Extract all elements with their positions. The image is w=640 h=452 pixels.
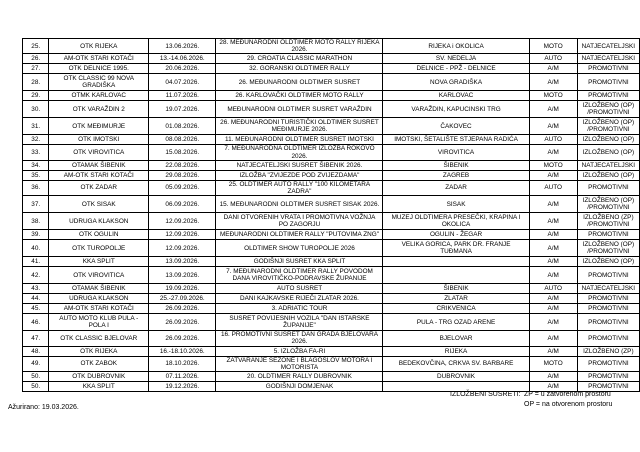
table-row <box>23 74 640 91</box>
cell-location: ČAKOVEC <box>383 118 529 135</box>
cell-row-number: 30. <box>23 101 49 118</box>
cell-location: VELIKA GORICA, PARK DR. FRANJE TUĐMANA <box>383 240 529 257</box>
cell-location: BJELOVAR <box>383 331 529 346</box>
cell-event-name: 7. MEĐUNARODNA OLDTIMER IZLOŽBA ROKOVO 2026. <box>216 145 383 160</box>
cell-location: IMOTSKI, ŠETALIŠTE STJEPANA RADIĆA <box>383 135 529 145</box>
cell-event-name: AUTO SUSRET <box>216 284 383 294</box>
cell-organizer: OTK CLASSIC 99 NOVA GRADIŠKA <box>49 74 149 91</box>
cell-organizer: OTK RIJEKA <box>49 346 149 356</box>
cell-vehicle-type: A/M <box>529 294 577 304</box>
cell-row-number: 38. <box>23 213 49 230</box>
cell-organizer: OTK CLASSIC BJELOVAR <box>49 331 149 346</box>
cell-event-date: 25.-27.09.2026. <box>149 294 216 304</box>
cell-category: PROMOTIVNI <box>577 372 639 382</box>
cell-category: IZLOŽBENO (OP) <box>577 170 639 180</box>
cell-location: SISAK <box>383 196 529 213</box>
cell-category: NATJECATELJSKI <box>577 284 639 294</box>
cell-event-date: 01.08.2026. <box>149 118 216 135</box>
cell-row-number: 26. <box>23 54 49 64</box>
cell-location: DELNICE - PPŽ - DELNICE <box>383 64 529 74</box>
cell-event-date: 19.09.2026. <box>149 284 216 294</box>
cell-vehicle-type: A/M <box>529 372 577 382</box>
cell-row-number: 29. <box>23 91 49 101</box>
table-row <box>23 180 640 195</box>
cell-event-date: 05.09.2026. <box>149 180 216 195</box>
cell-organizer: OTK ZADAR <box>49 180 149 195</box>
cell-event-date: 29.08.2026. <box>149 170 216 180</box>
table-row <box>23 267 640 284</box>
cell-category: IZLOŽBENO (OP) /PROMOTIVNI <box>577 118 639 135</box>
cell-event-name: GODIŠNJI DOMJENAK <box>216 382 383 392</box>
cell-organizer: KKA SPLIT <box>49 257 149 267</box>
cell-event-name: 5. IZLOŽBA FA-RI <box>216 346 383 356</box>
cell-row-number: 37. <box>23 196 49 213</box>
cell-row-number: 25. <box>23 39 49 54</box>
cell-location: ŠIBENIK <box>383 160 529 170</box>
cell-category: PROMOTIVNI <box>577 64 639 74</box>
cell-location: BEDEKOVČINA, CRKVA SV. BARBARE <box>383 356 529 371</box>
cell-event-name: OLDTIMER SHOW TUROPOLJE 2026 <box>216 240 383 257</box>
cell-event-name: 16. PROMOTIVNI SUSRET DAN GRADA BJELOVARA 2026. <box>216 331 383 346</box>
cell-category: IZLOŽBENO (OP) <box>577 135 639 145</box>
cell-category: IZLOŽBENO (OP) /PROMOTIVNI <box>577 240 639 257</box>
cell-event-name: 3. ADRIATIC TOUR <box>216 304 383 314</box>
table-row <box>23 64 640 74</box>
cell-event-date: 12.09.2026. <box>149 213 216 230</box>
cell-category: PROMOTIVNI <box>577 331 639 346</box>
cell-event-date: 16.-18.10.2026. <box>149 346 216 356</box>
events-table-body <box>23 39 640 392</box>
cell-organizer: OTK VIROVITICA <box>49 267 149 284</box>
cell-event-name: 11. MEĐUNARODNI OLDTIMER SUSRET IMOTSKI <box>216 135 383 145</box>
cell-event-date: 20.06.2026. <box>149 64 216 74</box>
cell-event-date: 13.06.2026. <box>149 39 216 54</box>
cell-event-date: 13.-14.06.2026. <box>149 54 216 64</box>
cell-organizer: OTK OGULIN <box>49 230 149 240</box>
cell-organizer: OTK ZABOK <box>49 356 149 371</box>
cell-location: RIJEKA i OKOLICA <box>383 39 529 54</box>
cell-row-number: 40. <box>23 240 49 257</box>
cell-organizer: AM-OTK STARI KOTAČI <box>49 170 149 180</box>
cell-category: PROMOTIVNI <box>577 180 639 195</box>
table-row <box>23 284 640 294</box>
cell-category: IZLOŽBENO (OP) /PROMOTIVNI <box>577 101 639 118</box>
cell-row-number: 42. <box>23 267 49 284</box>
cell-vehicle-type: A/M <box>529 267 577 284</box>
cell-event-name: 28. MEĐUNARODNI OLDTIMER MOTO RALLY RIJEKA 2026. <box>216 39 383 54</box>
cell-event-name: ZATVARANJE SEZONE I BLAGOSLOV MOTORA I MOTORISTA <box>216 356 383 371</box>
cell-vehicle-type: A/M <box>529 230 577 240</box>
cell-event-date: 12.09.2026. <box>149 230 216 240</box>
table-row <box>23 196 640 213</box>
cell-organizer: OTK MEĐIMURJE <box>49 118 149 135</box>
cell-vehicle-type: MOTO <box>529 160 577 170</box>
cell-event-date: 15.08.2026. <box>149 145 216 160</box>
cell-event-name: MEĐUNARODNI OLDTIMER RALLY "PUTOVIMA ZNG" <box>216 230 383 240</box>
cell-organizer: UDRUGA KLAKSON <box>49 213 149 230</box>
cell-row-number: 49. <box>23 356 49 371</box>
cell-vehicle-type: AUTO <box>529 54 577 64</box>
cell-event-date: 26.09.2026. <box>149 304 216 314</box>
table-row <box>23 101 640 118</box>
cell-event-date: 26.09.2026. <box>149 331 216 346</box>
cell-event-name: 26. MEĐUNARODNI OLDTIMER SUSRET <box>216 74 383 91</box>
cell-event-name: 25. OLDTIMER AUTO RALLY "100 KILOMETARA ZADRA" <box>216 180 383 195</box>
cell-row-number: 32. <box>23 135 49 145</box>
cell-location: ŠIBENIK <box>383 284 529 294</box>
cell-organizer: OTK VIROVITICA <box>49 145 149 160</box>
cell-row-number: 41. <box>23 257 49 267</box>
events-table <box>22 38 640 392</box>
cell-event-name: IZLOŽBA "ZVIJEZDE POD ZVIJEZDAMA" <box>216 170 383 180</box>
cell-event-name: 15. MEĐUNARODNI OLDTIMER SUSRET SISAK 2026. <box>216 196 383 213</box>
cell-event-date: 19.07.2026. <box>149 101 216 118</box>
cell-vehicle-type: A/M <box>529 382 577 392</box>
table-row <box>23 356 640 371</box>
cell-vehicle-type: MOTO <box>529 91 577 101</box>
cell-event-date: 18.10.2026. <box>149 356 216 371</box>
cell-event-name: 26. KARLOVAČKI OLDTIMER MOTO RALLY <box>216 91 383 101</box>
cell-event-date: 11.07.2026. <box>149 91 216 101</box>
cell-location: VIROVITICA <box>383 145 529 160</box>
cell-organizer: OTK DELNICE 1995. <box>49 64 149 74</box>
cell-row-number: 47. <box>23 331 49 346</box>
table-row <box>23 331 640 346</box>
cell-category: PROMOTIVNI <box>577 294 639 304</box>
cell-event-name: MEĐUNARODNI OLDTIMER SUSRET VARAŽDIN <box>216 101 383 118</box>
cell-event-date: 19.12.2026. <box>149 382 216 392</box>
cell-location: NOVA GRADIŠKA <box>383 74 529 91</box>
cell-category: NATJECATELJSKI <box>577 54 639 64</box>
cell-vehicle-type: AUTO <box>529 180 577 195</box>
cell-organizer: OTK VARAŽDIN 2 <box>49 101 149 118</box>
cell-event-name: 7. MEĐUNARODNI OLDTIMER RALLY POVODOM DANA VIROVITIČKO-PODRAVSKE ŽUPANIJE <box>216 267 383 284</box>
cell-location: ZAGREB <box>383 170 529 180</box>
cell-organizer: OTK SISAK <box>49 196 149 213</box>
cell-row-number: 43. <box>23 284 49 294</box>
cell-vehicle-type: A/M <box>529 196 577 213</box>
table-row <box>23 346 640 356</box>
cell-category: PROMOTIVNI <box>577 267 639 284</box>
cell-category: IZLOŽBENO (OP) /PROMOTIVNI <box>577 196 639 213</box>
cell-location: ZLATAR <box>383 294 529 304</box>
cell-category: NATJECATELJSKI <box>577 160 639 170</box>
cell-row-number: 27. <box>23 64 49 74</box>
cell-row-number: 33. <box>23 145 49 160</box>
cell-row-number: 28. <box>23 74 49 91</box>
cell-event-date: 12.09.2026. <box>149 240 216 257</box>
table-row <box>23 160 640 170</box>
table-row <box>23 118 640 135</box>
legend-op: OP = na otvorenom prostoru <box>524 401 613 408</box>
cell-location: MUZEJ OLDTIMERA PRESEČKI, KRAPINA I OKOLICA <box>383 213 529 230</box>
cell-organizer: OTMK KARLOVAC <box>49 91 149 101</box>
cell-event-name: 26. MEĐUNARODNI TURISTIČKI OLDTIMER SUSRET MEĐIMURJE 2026. <box>216 118 383 135</box>
cell-organizer: UDRUGA KLAKSON <box>49 294 149 304</box>
cell-event-name: 29. CROATIA CLASSIC MARATHON <box>216 54 383 64</box>
cell-vehicle-type: AUTO <box>529 135 577 145</box>
cell-category: PROMOTIVNI <box>577 314 639 331</box>
table-row <box>23 314 640 331</box>
cell-location: CRIKVENICA <box>383 304 529 314</box>
cell-location: PULA - TRG OZAD ARENE <box>383 314 529 331</box>
cell-vehicle-type: A/M <box>529 304 577 314</box>
cell-row-number: 34. <box>23 160 49 170</box>
cell-category: IZLOŽBENO (ZP) <box>577 346 639 356</box>
cell-row-number: 46. <box>23 314 49 331</box>
cell-organizer: OTK IMOTSKI <box>49 135 149 145</box>
cell-vehicle-type: A/M <box>529 101 577 118</box>
cell-row-number: 50. <box>23 382 49 392</box>
legend-title: IZLOŽBENI SUSRETI: <box>450 391 521 398</box>
cell-event-date: 08.08.2026. <box>149 135 216 145</box>
cell-organizer: OTAMAK ŠIBENIK <box>49 284 149 294</box>
cell-vehicle-type: AUTO <box>529 284 577 294</box>
cell-category: PROMOTIVNI <box>577 304 639 314</box>
cell-vehicle-type: A/M <box>529 314 577 331</box>
cell-event-date: 04.07.2026. <box>149 74 216 91</box>
cell-category: PROMOTIVNI <box>577 230 639 240</box>
cell-category: IZLOŽBENO (ZP) /PROMOTIVNI <box>577 213 639 230</box>
table-row <box>23 91 640 101</box>
cell-organizer: OTK RIJEKA <box>49 39 149 54</box>
cell-row-number: 50. <box>23 372 49 382</box>
table-row <box>23 135 640 145</box>
table-row <box>23 54 640 64</box>
cell-organizer: AM-OTK STARI KOTAČI <box>49 304 149 314</box>
cell-organizer: AUTO MOTO KLUB PULA - POLA I <box>49 314 149 331</box>
cell-category: PROMOTIVNI <box>577 74 639 91</box>
cell-location: ZADAR <box>383 180 529 195</box>
cell-organizer: AM-OTK STARI KOTAČI <box>49 54 149 64</box>
table-row <box>23 170 640 180</box>
table-row <box>23 372 640 382</box>
cell-vehicle-type: A/M <box>529 346 577 356</box>
cell-location: DUBROVNIK <box>383 372 529 382</box>
cell-vehicle-type: A/M <box>529 331 577 346</box>
cell-event-name: 20. OLDTIMER RALLY DUBROVNIK <box>216 372 383 382</box>
updated-date: Ažurirano: 19.03.2026. <box>8 404 79 411</box>
cell-event-name: DANI KAJKAVSKE RIJEČI ZLATAR 2026. <box>216 294 383 304</box>
cell-event-date: 13.09.2026. <box>149 257 216 267</box>
cell-event-name: 32. GORANSKI OLDTIMER RALLY <box>216 64 383 74</box>
cell-location: KARLOVAC <box>383 91 529 101</box>
cell-event-name: NATJECATELJSKI SUSRET ŠIBENIK 2026. <box>216 160 383 170</box>
cell-event-name: SUSRET POVIJESNIH VOZILA "DAN ISTARSKE ŽUPANIJE" <box>216 314 383 331</box>
cell-vehicle-type: A/M <box>529 118 577 135</box>
table-row <box>23 230 640 240</box>
cell-vehicle-type: A/M <box>529 145 577 160</box>
cell-location <box>383 257 529 267</box>
cell-event-date: 07.11.2026. <box>149 372 216 382</box>
legend-zp: ZP = u zatvorenom prostoru <box>524 391 611 398</box>
cell-row-number: 31. <box>23 118 49 135</box>
cell-category: PROMOTIVNI <box>577 91 639 101</box>
cell-vehicle-type: A/M <box>529 74 577 91</box>
cell-vehicle-type: MOTO <box>529 356 577 371</box>
cell-organizer: OTK TUROPOLJE <box>49 240 149 257</box>
cell-vehicle-type: A/M <box>529 213 577 230</box>
cell-event-date: 06.09.2026. <box>149 196 216 213</box>
cell-organizer: KKA SPLIT <box>49 382 149 392</box>
cell-row-number: 35. <box>23 170 49 180</box>
cell-category: IZLOŽBENO (OP) <box>577 145 639 160</box>
cell-organizer: OTK DUBROVNIK <box>49 372 149 382</box>
cell-row-number: 36. <box>23 180 49 195</box>
cell-location: RIJEKA <box>383 346 529 356</box>
cell-location: VARAŽDIN, KAPUCINSKI TRG <box>383 101 529 118</box>
cell-event-name: DANI OTVORENIH VRATA I PROMOTIVNA VOŽNJA PO ZAGORJU <box>216 213 383 230</box>
cell-vehicle-type: A/M <box>529 64 577 74</box>
cell-category: NATJECATELJSKI <box>577 39 639 54</box>
cell-row-number: 45. <box>23 304 49 314</box>
cell-row-number: 39. <box>23 230 49 240</box>
cell-category: PROMOTIVNI <box>577 382 639 392</box>
cell-event-date: 13.09.2026. <box>149 267 216 284</box>
cell-event-date: 26.09.2026. <box>149 314 216 331</box>
cell-category: IZLOŽBENO (OP) <box>577 257 639 267</box>
cell-vehicle-type: A/M <box>529 240 577 257</box>
cell-row-number: 48. <box>23 346 49 356</box>
cell-organizer: OTAMAK ŠIBENIK <box>49 160 149 170</box>
cell-category: PROMOTIVNI <box>577 356 639 371</box>
cell-vehicle-type: MOTO <box>529 39 577 54</box>
cell-event-name: GODIŠNJI SUSRET KKA SPLIT <box>216 257 383 267</box>
table-row <box>23 39 640 54</box>
cell-row-number: 44. <box>23 294 49 304</box>
cell-vehicle-type: A/M <box>529 170 577 180</box>
table-row <box>23 240 640 257</box>
cell-location: OGULIN - ŽEGAR <box>383 230 529 240</box>
table-row <box>23 257 640 267</box>
table-row <box>23 145 640 160</box>
cell-location <box>383 267 529 284</box>
table-row <box>23 213 640 230</box>
table-row <box>23 304 640 314</box>
cell-vehicle-type: A/M <box>529 257 577 267</box>
table-row <box>23 294 640 304</box>
cell-event-date: 22.08.2026. <box>149 160 216 170</box>
cell-location: SV. NEDELJA <box>383 54 529 64</box>
